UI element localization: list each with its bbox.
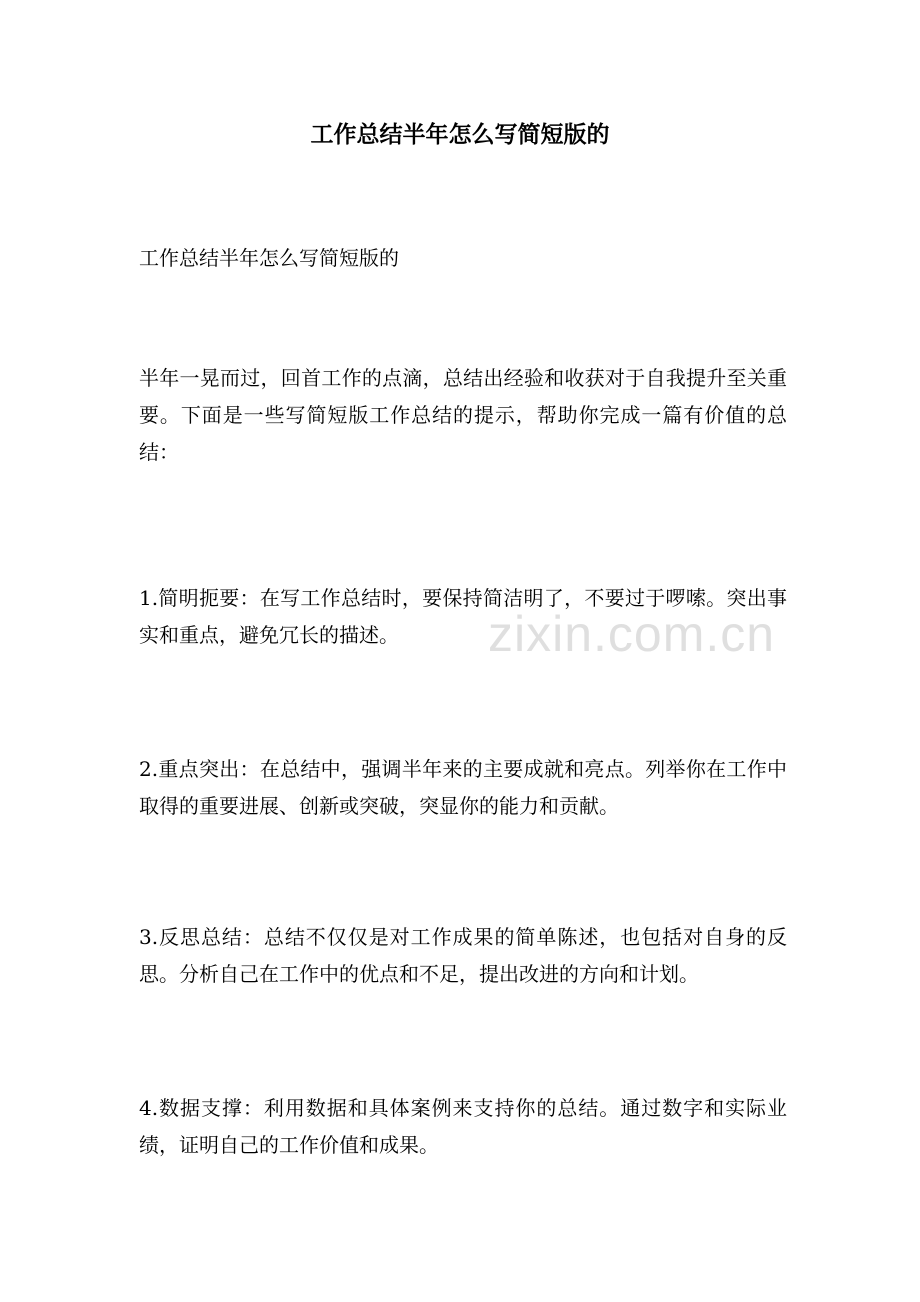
tip-item-2-text: 在总结中，强调半年来的主要成就和亮点。列举你在工作中取得的重要进展、创新或突破，突显你的能力和贡献。 [139,757,787,818]
tip-item-4 [139,1090,787,1164]
tip-item-4-text: 利用数据和具体案例来支持你的总结。通过数字和实际业绩，证明自己的工作价值和成果。 [139,1096,787,1157]
intro-paragraph: 半年一晃而过，回首工作的点滴，总结出经验和收获对于自我提升至关重要。下面是一些写简短版工作总结的提示，帮助你完成一篇有价值的总结： [139,366,787,464]
tip-item-2-term: 2.重点突出： [139,757,260,781]
tip-item-1-term: 1.简明扼要： [139,586,260,610]
tip-item-4-term: 4.数据支撑： [139,1096,264,1120]
tip-item-2 [139,751,787,825]
tip-item-1-text: 在写工作总结时，要保持简洁明了，不要过于啰嗦。突出事实和重点，避免冗长的描述。 [139,586,787,647]
document-title: 工作总结半年怎么写简短版的 [310,121,610,148]
tip-item-1 [139,580,787,654]
tip-item-3-text: 总结不仅仅是对工作成果的简单陈述，也包括对自身的反思。分析自己在工作中的优点和不足，提出改进的方向和计划。 [139,925,787,986]
document-subtitle: 工作总结半年怎么写简短版的 [139,246,399,270]
tip-item-3-term: 3.反思总结： [139,925,264,949]
tip-item-3 [139,919,787,993]
watermark: zixin.com.cn [488,606,776,662]
